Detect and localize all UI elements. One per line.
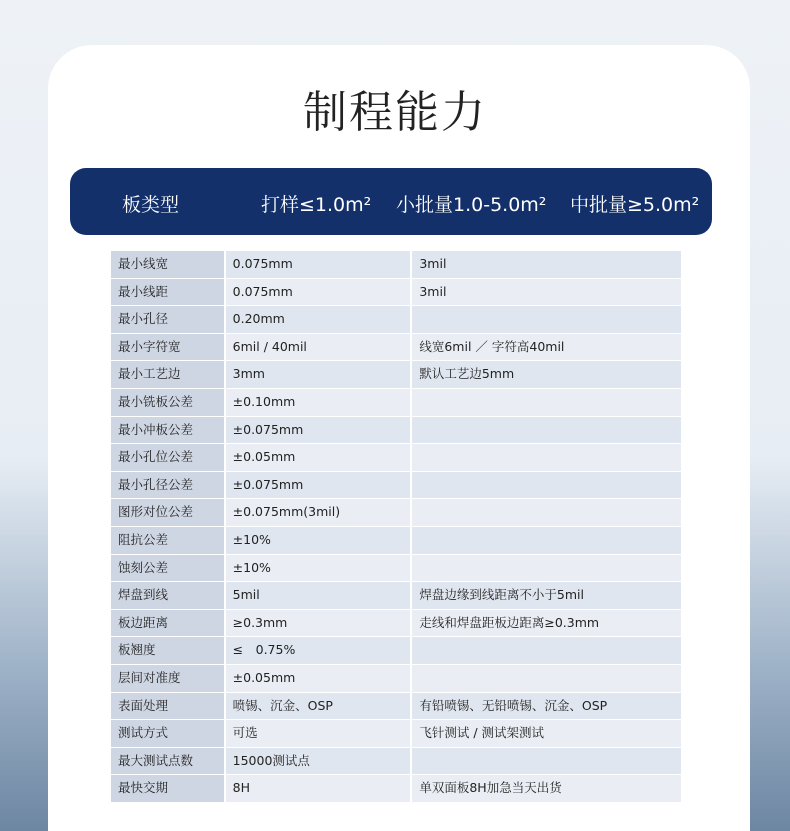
table-row: [111, 389, 681, 416]
param-note: 默认工艺边5mm: [412, 361, 681, 388]
table-row: [111, 417, 681, 444]
param-value: 8H: [226, 775, 411, 802]
param-value: ≥0.3mm: [226, 610, 411, 637]
param-name: 阻抗公差: [111, 527, 224, 554]
param-note: 3mil: [412, 251, 681, 278]
table-row: [111, 444, 681, 471]
table-row: [111, 720, 681, 747]
param-name: 板边距离: [111, 610, 224, 637]
param-note: 飞针测试 / 测试架测试: [412, 720, 681, 747]
param-value: ±0.075mm: [226, 417, 411, 444]
param-name: 最小孔位公差: [111, 444, 224, 471]
param-name: 最小线距: [111, 279, 224, 306]
table-row: [111, 693, 681, 720]
param-value: 6mil / 40mil: [226, 334, 411, 361]
param-name: 最小字符宽: [111, 334, 224, 361]
param-value: 3mm: [226, 361, 411, 388]
table-row: [111, 472, 681, 499]
param-value: 0.20mm: [226, 306, 411, 333]
param-note: [412, 306, 681, 333]
param-note: 单双面板8H加急当天出货: [412, 775, 681, 802]
param-name: 测试方式: [111, 720, 224, 747]
param-name: 蚀刻公差: [111, 555, 224, 582]
param-name: 图形对位公差: [111, 499, 224, 526]
param-note: [412, 389, 681, 416]
param-value: ±0.05mm: [226, 444, 411, 471]
header-board-type: 板类型: [122, 194, 180, 216]
param-value: ±0.075mm: [226, 472, 411, 499]
param-note: [412, 748, 681, 775]
param-note: 有铅喷锡、无铅喷锡、沉金、OSP: [412, 693, 681, 720]
param-name: 最小冲板公差: [111, 417, 224, 444]
param-value: 0.075mm: [226, 279, 411, 306]
param-name: 最快交期: [111, 775, 224, 802]
table-row: [111, 637, 681, 664]
param-value: ±10%: [226, 527, 411, 554]
param-value: ±0.05mm: [226, 665, 411, 692]
table-row: [111, 582, 681, 609]
param-name: 最小工艺边: [111, 361, 224, 388]
param-value: ≤ 0.75%: [226, 637, 411, 664]
param-note: [412, 417, 681, 444]
param-name: 最小孔径公差: [111, 472, 224, 499]
table-row: [111, 279, 681, 306]
table-row: [111, 499, 681, 526]
param-note: [412, 555, 681, 582]
param-name: 最小铣板公差: [111, 389, 224, 416]
table-row: [111, 334, 681, 361]
param-name: 表面处理: [111, 693, 224, 720]
param-value: 0.075mm: [226, 251, 411, 278]
param-note: 3mil: [412, 279, 681, 306]
param-note: [412, 637, 681, 664]
capability-table: [111, 251, 681, 803]
param-note: [412, 472, 681, 499]
param-value: ±10%: [226, 555, 411, 582]
param-value: 喷锡、沉金、OSP: [226, 693, 411, 720]
param-name: 最小孔径: [111, 306, 224, 333]
param-value: ±0.10mm: [226, 389, 411, 416]
page-title: 制程能力: [303, 87, 487, 138]
header-small-batch: 小批量1.0-5.0m²: [396, 194, 547, 216]
table-header-bar: [70, 168, 712, 235]
param-name: 最大测试点数: [111, 748, 224, 775]
param-name: 最小线宽: [111, 251, 224, 278]
param-name: 焊盘到线: [111, 582, 224, 609]
param-note: [412, 665, 681, 692]
param-value: ±0.075mm(3mil): [226, 499, 411, 526]
param-note: 焊盘边缘到线距离不小于5mil: [412, 582, 681, 609]
param-value: 5mil: [226, 582, 411, 609]
param-name: 板翘度: [111, 637, 224, 664]
table-row: [111, 748, 681, 775]
header-medium-batch: 中批量≥5.0m²: [570, 194, 700, 216]
table-row: [111, 665, 681, 692]
table-row: [111, 527, 681, 554]
param-note: [412, 527, 681, 554]
param-value: 15000测试点: [226, 748, 411, 775]
param-note: 线宽6mil ／ 字符高40mil: [412, 334, 681, 361]
table-row: [111, 775, 681, 802]
param-name: 层间对准度: [111, 665, 224, 692]
table-row: [111, 610, 681, 637]
table-row: [111, 555, 681, 582]
table-row: [111, 251, 681, 278]
param-value: 可选: [226, 720, 411, 747]
param-note: 走线和焊盘距板边距离≥0.3mm: [412, 610, 681, 637]
table-row: [111, 361, 681, 388]
param-note: [412, 499, 681, 526]
param-note: [412, 444, 681, 471]
header-sample: 打样≤1.0m²: [261, 194, 372, 216]
table-row: [111, 306, 681, 333]
